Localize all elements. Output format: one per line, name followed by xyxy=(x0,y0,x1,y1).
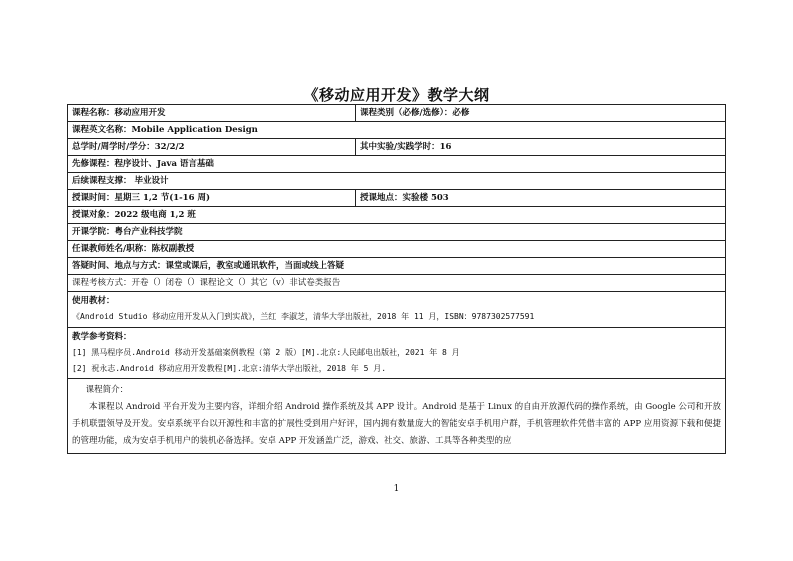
page-number: 1 xyxy=(393,484,400,494)
intro-heading: 课程简介： xyxy=(85,385,129,395)
textbook-label: 使用教材： xyxy=(72,296,115,306)
ref-item: [1] 黑马程序员.Android 移动开发基础案例教程（第 2 版）[M].北京:人民邮电出版社，2021 年 8 月 xyxy=(72,347,460,357)
intro-cell xyxy=(68,379,726,454)
intro-text: 本课程以 Android 平台开发为主要内容，详细介绍 Android 操作系统及其 APP 设计。Android 是基于 Linux 的自由开放源代码的操作系统，由 Google 公司和开放手机联盟领导及开发。安卓系统平台以开源性和丰富的扩展性受到用户好评，国内拥有数量庞大的智能安卓手机用户群，手机管理软件凭借丰富的 APP 应用资源下载和便捷的管理功能，成为安卓手机用户的装机必备选择。安卓 APP 开发涵盖广泛，游戏、社交、旅游、工具等各种类型的应 xyxy=(72,402,721,446)
table-row xyxy=(68,139,726,156)
table-row xyxy=(68,241,726,258)
syllabus-table xyxy=(67,104,726,454)
assess-cell: 课程考核方式：开卷（）闭卷（）课程论文（）其它（v）非试卷类报告 xyxy=(68,275,726,292)
hours-cell: 总学时/周学时/学分：32/2/2 xyxy=(68,139,356,156)
follow-course-cell: 后续课程支撑： 毕业设计 xyxy=(68,173,726,190)
prereq-cell: 先修课程：程序设计、Java 语言基础 xyxy=(68,156,726,173)
ref-item: [2] 祝永志.Android 移动应用开发教程[M].北京:清华大学出版社，2018 年 5 月. xyxy=(72,363,387,373)
refs-label: 教学参考资料： xyxy=(72,331,132,342)
table-row xyxy=(68,328,726,379)
page-title: 《移动应用开发》教学大纲 xyxy=(303,86,490,104)
table-row xyxy=(68,156,726,173)
english-name-cell: 课程英文名称：Mobile Application Design xyxy=(68,122,726,139)
table-row xyxy=(68,292,726,328)
teacher-cell: 任课教师姓名/职称：陈权副教授 xyxy=(68,241,726,258)
refs-cell xyxy=(68,328,726,379)
table-row xyxy=(68,258,726,275)
lab-hours-cell: 其中实验/实践学时：16 xyxy=(356,139,726,156)
table-row xyxy=(68,275,726,292)
table-row xyxy=(68,122,726,139)
textbook-entry: 《Android Studio 移动应用开发从入门到实战》，兰红 李淑芝，清华大学出版社，2018 年 11 月，ISBN：9787302577591 xyxy=(72,312,535,321)
qa-cell: 答疑时间、地点与方式：课堂或课后，教室或通讯软件，当面或线上答疑 xyxy=(68,258,726,275)
audience-cell: 授课对象：2022 级电商 1,2 班 xyxy=(68,207,726,224)
table-row xyxy=(68,105,726,122)
table-row xyxy=(68,379,726,454)
place-cell: 授课地点：实验楼 503 xyxy=(356,190,726,207)
textbook-cell xyxy=(68,292,726,328)
table-row xyxy=(68,224,726,241)
table-row xyxy=(68,190,726,207)
course-type-cell: 课程类别（必修/选修）：必修 xyxy=(356,105,726,122)
college-cell: 开课学院：粤台产业科技学院 xyxy=(68,224,726,241)
table-row xyxy=(68,173,726,190)
time-cell: 授课时间：星期三 1,2 节(1-16 周) xyxy=(68,190,356,207)
course-name-cell: 课程名称：移动应用开发 xyxy=(68,105,356,122)
table-row xyxy=(68,207,726,224)
